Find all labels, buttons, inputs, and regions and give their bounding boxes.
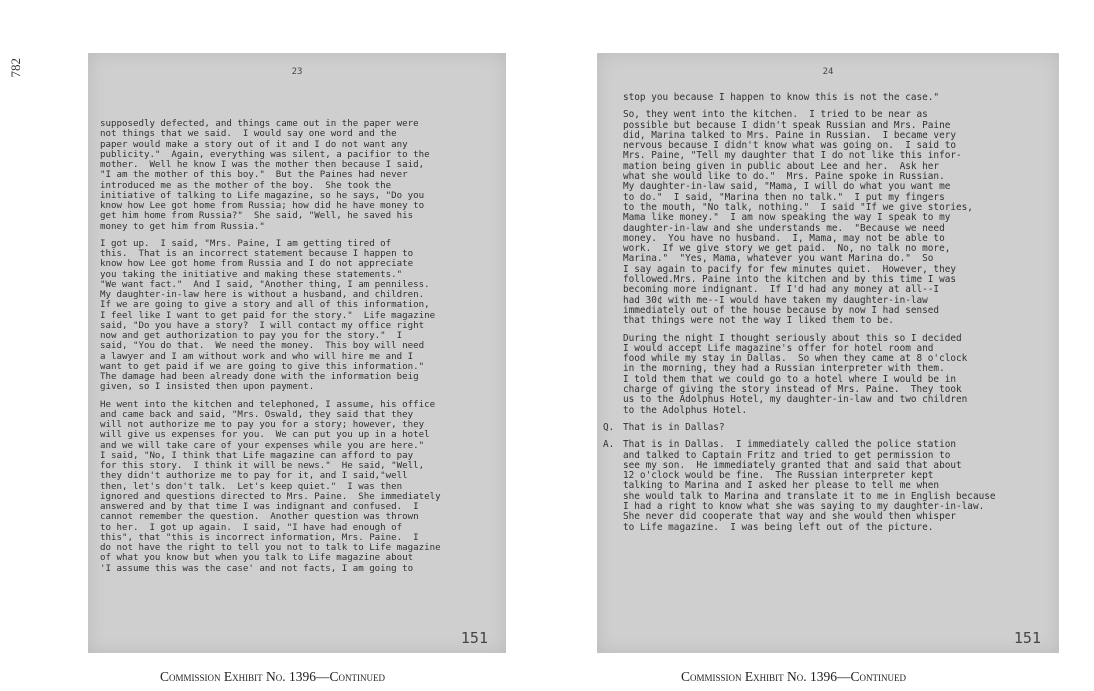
right-page-body <box>603 92 1047 540</box>
text-line: initiative of talking to Life magazine, so he says, "Do you <box>100 190 425 201</box>
paragraph <box>623 334 1047 416</box>
text-line: That is in Dallas. I immediately called the police station <box>623 439 957 451</box>
text-line: to her. I got up again. I said, "I have had enough of <box>100 522 403 533</box>
text-line: supposedly defected, and things came out in the paper were <box>100 119 419 129</box>
text-line: had 30¢ with me--I would have taken my daughter-in-law <box>623 294 928 306</box>
paragraph <box>100 239 496 393</box>
right-page-stamp: 151 <box>1013 629 1041 647</box>
text-line: If we are going to give a story and all of this information, <box>100 300 430 311</box>
text-line: mother. Well he know I was the mother then because I said, <box>100 160 425 170</box>
qa-block: A. That is in Dallas. I immediately called the police station and talked to Captain Fritz and tried to get permission to see my son. He immediately granted that and said that about 12 o'clock would be fine. The Russian interpreter kept talking to Marina and I asked her please to tell me when she would talk to Marina and translate it to me in English because I had a right to know what she was saying to my daughter-in-law. She never did cooperate that way and she would then whisper to Life magazine. I was being left out of the picture. <box>603 439 996 533</box>
text-line: paper would make a story out of it and I do not want any <box>100 139 408 150</box>
text-line: us to the Adolphus Hotel, my daughter-in-law and two children <box>623 394 968 406</box>
paragraph <box>623 93 1047 103</box>
text-line: That is in Dallas? <box>623 421 725 433</box>
text-line: know how Lee got home from Russia; how did he have money to <box>100 201 425 211</box>
text-line: publicity." Again, everything was silent, a pacifior to the <box>100 149 430 160</box>
right-document-page <box>597 53 1059 653</box>
text-line: I say again to pacify for few minutes quiet. However, they <box>623 263 957 275</box>
text-line: Mama like money." I am now speaking the way I speak to my <box>623 212 951 224</box>
text-line: and talked to Captain Fritz and tried to get permission to <box>623 449 951 461</box>
text-line: The damage had been already done with the information beig <box>100 372 419 382</box>
left-page-stamp: 151 <box>460 629 488 647</box>
right-page-number: 24 <box>822 67 834 77</box>
text-line: of what you know but when you talk to Life magazine about <box>100 553 414 564</box>
text-line: this. That is an incorrect statement because I happen to <box>100 249 414 259</box>
text-line: they didn't authorize me to pay for it, and I said,"well <box>100 471 408 482</box>
paragraph <box>623 110 1047 326</box>
text-line: in the morning, they had a Russian interpreter with them. <box>623 363 945 375</box>
text-line: introduced me as the mother of the boy. She took the <box>100 180 392 191</box>
left-caption: Commission Exhibit No. 1396—Continued <box>160 669 385 684</box>
text-line: My daughter-in-law here is without a husband, and children. <box>100 290 425 300</box>
text-line: will give us expenses for you. We can put you up in a hotel <box>100 430 430 441</box>
text-line: what she would like to do." Mrs. Paine spoke in Russian. <box>623 171 945 183</box>
text-line: money to get him from Russia." <box>100 221 265 232</box>
text-line: So, they went into the kitchen. I tried to be near as <box>623 109 928 121</box>
text-line: work. If we give story we get paid. No, no talk no more, <box>623 243 951 255</box>
text-line: I feel like I want to get paid for the story." Life magazine <box>100 310 436 321</box>
text-line: possible but because I didn't speak Russian and Mrs. Paine <box>623 119 951 131</box>
text-line: know how Lee got home from Russia and I do not appreciate <box>100 259 414 270</box>
text-line: said, "You do that. We need the money. This boy will need <box>100 341 425 352</box>
text-line: stop you because I happen to know this is not the case." <box>623 92 940 103</box>
right-caption: Commission Exhibit No. 1396—Continued <box>681 669 906 684</box>
text-line: During the night I thought seriously about this so I decided <box>623 332 962 344</box>
text-line: followed.Mrs. Paine into the kitchen and by this time I was <box>623 274 957 286</box>
paragraph <box>100 119 496 232</box>
text-line: I told them that we could go to a hotel where I would be in <box>623 373 957 385</box>
text-line: nervous because I didn't know what was going on. I said to <box>623 140 957 152</box>
text-line: immediately out of the house because by now I had sensed <box>623 304 940 316</box>
text-line: talking to Marina and I asked her please to tell me when <box>623 480 940 492</box>
left-document-page <box>88 53 506 653</box>
text-line: did, Marina talked to Mrs. Paine in Russian. I became very <box>623 129 957 141</box>
text-line: and came back and said, "Mrs. Oswald, they said that they <box>100 409 414 420</box>
text-line: He went into the kitchen and telephoned, I assume, his office <box>100 399 436 410</box>
text-line: want to get paid if we are going to give this information." <box>100 361 425 372</box>
text-line: you taking the initiative and making these statements." <box>100 269 403 280</box>
left-page-number: 23 <box>291 67 303 77</box>
text-line: now and get authorization to pay you for the story." I <box>100 331 403 341</box>
text-line: becoming more indignant. If I'd had any money at all--I <box>623 284 940 296</box>
text-line: she would talk to Marina and translate it to me in English because <box>623 490 996 502</box>
text-line: food while my stay in Dallas. So when they came at 8 o'clock <box>623 353 968 365</box>
text-line: do not have the right to tell you not to talk to Life magazine <box>100 543 441 553</box>
text-line: 12 o'clock would be fine. The Russian interpreter kept <box>623 470 934 482</box>
text-line: My daughter-in-law said, "Mama, I will do what you want me <box>623 181 951 193</box>
text-line: will not authorize me to pay you for a story; however, they <box>100 420 425 430</box>
text-line: said, "Do you have a story? I will contact my office right <box>100 320 425 331</box>
text-line: I said, "No, I think that Life magazine can afford to pay <box>100 450 414 461</box>
text-line: this", that "this is incorrect information, Mrs. Paine. I <box>100 532 419 543</box>
text-line: not things that we said. I would say one word and the <box>100 129 397 140</box>
text-line: see my son. He immediately granted that and said that about <box>623 459 962 471</box>
text-line: to Life magazine. I was being left out of the picture. <box>623 521 934 533</box>
text-line: Mrs. Paine, "Tell my daughter that I do not like this infor- <box>623 150 962 162</box>
text-line: I would accept Life magazine's offer for hotel room and <box>623 342 934 354</box>
text-line: "I am the mother of this boy." But the Paines had never <box>100 170 408 181</box>
text-line: answered and by that time I was indignant and confused. I <box>100 502 419 512</box>
text-line: cannot remember the question. Another question was thrown <box>100 512 419 523</box>
text-line: Marina." "Yes, Mama, whatever you want Marina do." So <box>623 253 934 265</box>
text-line: to do." I said, "Marina then no talk." I put my fingers <box>623 191 945 203</box>
text-line: given, so I insisted then upon payment. <box>100 382 315 393</box>
text-line: I got up. I said, "Mrs. Paine, I am getting tired of <box>100 238 392 249</box>
text-line: charge of giving the story instead of Mrs. Paine. They took <box>623 384 962 396</box>
text-line: "We want fact." And I said, "Another thing, I am penniless. <box>100 279 430 290</box>
side-page-number: 782 <box>8 58 23 78</box>
left-page-body <box>100 119 496 581</box>
text-line: money. You have no husband. I, Mama, may not be able to <box>623 232 945 244</box>
text-line: a lawyer and I am without work and who will hire me and I <box>100 351 414 362</box>
qa-block: Q. That is in Dallas? <box>603 421 725 433</box>
text-line: She never did cooperate that way and she would then whisper <box>623 511 957 523</box>
text-line: 'I assume this was the case' and not facts, I am going to <box>100 563 414 574</box>
text-line: for this story. I think it will be news." He said, "Well, <box>100 461 425 471</box>
text-line: to the mouth, "No talk, nothing." I said "If we give stories, <box>623 201 973 213</box>
text-line: that things were not the way I liked them to be. <box>623 315 894 327</box>
text-line: get him home from Russia?" She said, "Well, he saved his <box>100 211 414 222</box>
text-line: and we will take care of your expenses while you are here." <box>100 440 425 451</box>
text-line: ignored and questions directed to Mrs. Paine. She immediately <box>100 491 441 502</box>
text-line: to the Adolphus Hotel. <box>623 404 748 416</box>
paragraph <box>100 400 496 574</box>
text-line: daughter-in-law and she understands me. "Because we need <box>623 222 945 234</box>
text-line: I had a right to know what she was saying to my daughter-in-law. <box>623 500 985 512</box>
text-line: then, let's don't talk. Let's keep quiet." I was then <box>100 481 403 492</box>
text-line: mation being given in public about Lee and her. Ask her <box>623 160 940 172</box>
